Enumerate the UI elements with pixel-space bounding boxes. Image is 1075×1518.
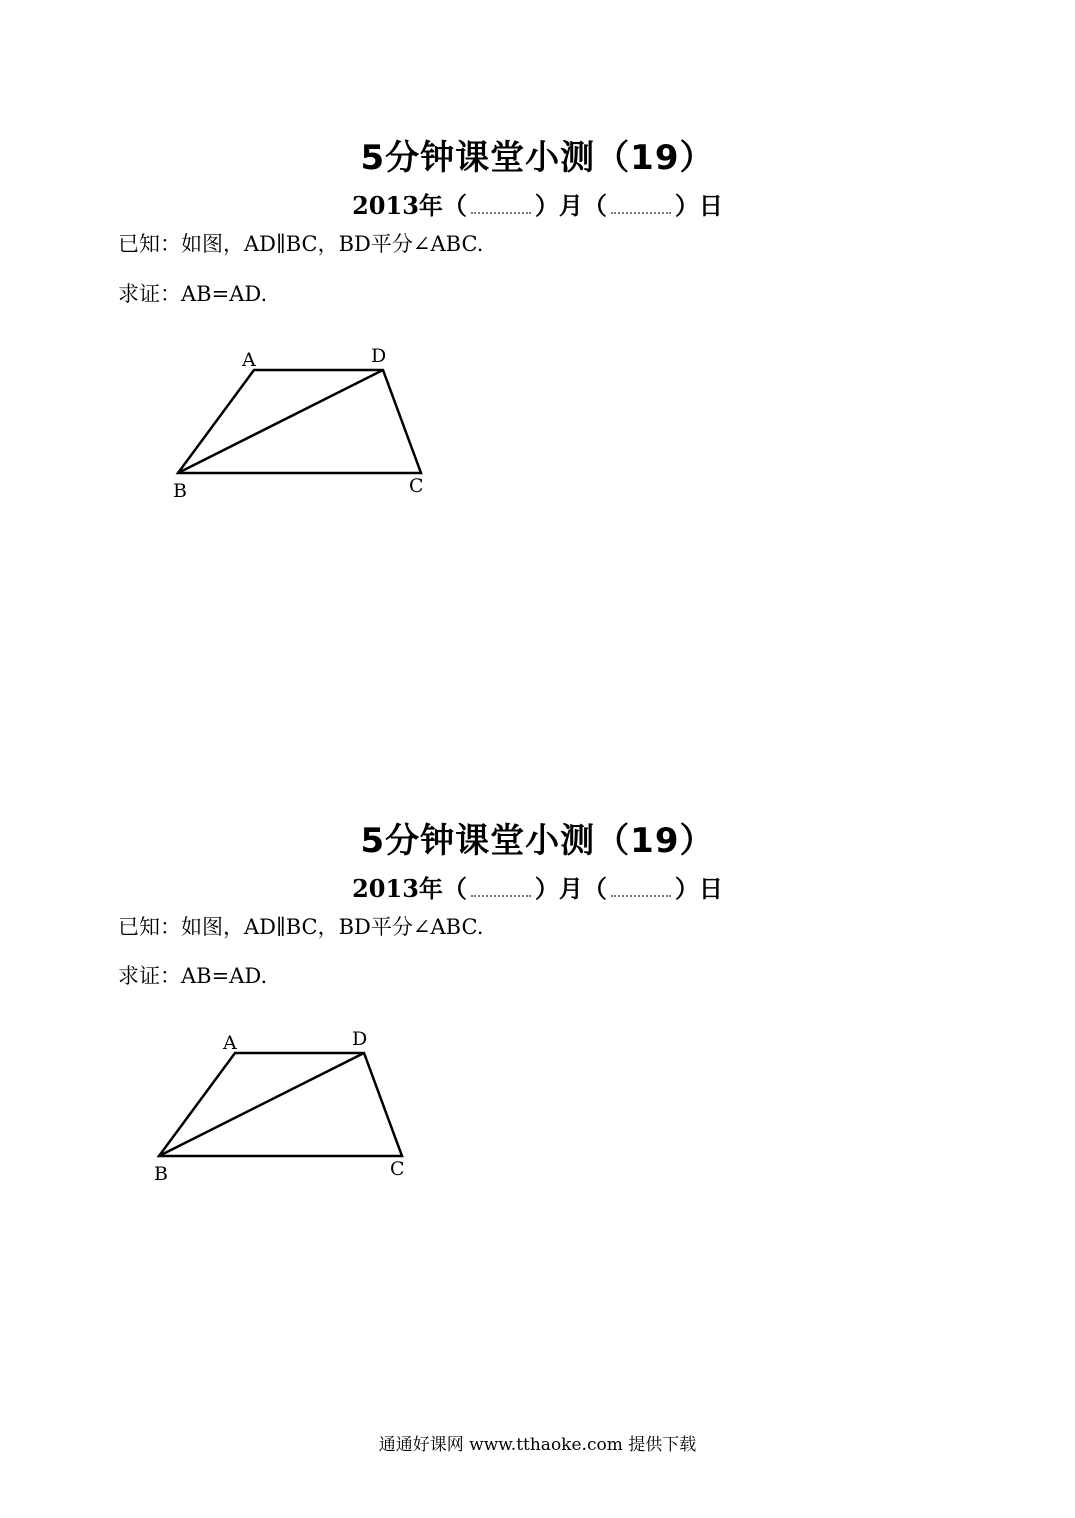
trapezoid-figure [0,340,460,510]
date-line [0,186,1075,221]
date-year: 2013年（ [352,191,467,220]
day-blank [611,202,671,214]
date-day: ）日 [674,874,723,903]
page-footer: 通通好课网 www.tthaoke.com 提供下载 [378,1435,697,1455]
diagonal-bd [159,1053,364,1156]
date-month: ）月（ [534,191,607,220]
label-c: C [390,1158,405,1180]
trapezoid-outline [178,370,421,473]
day-blank [611,885,671,897]
label-a: A [242,349,256,371]
given-statement: 已知：如图，AD∥BC，BD平分∠ABC. [118,915,484,939]
quiz-title: 5分钟课堂小测（19） [360,138,715,178]
month-blank [471,885,531,897]
date-month: ）月（ [534,874,607,903]
label-b: B [173,480,187,502]
diagonal-bd [178,370,383,473]
label-b: B [154,1163,168,1185]
month-blank [471,202,531,214]
prove-statement: 求证：AB=AD. [118,964,268,988]
label-d: D [371,345,387,367]
date-day: ）日 [674,191,723,220]
given-statement: 已知：如图，AD∥BC，BD平分∠ABC. [118,232,484,256]
trapezoid-figure [0,1022,460,1192]
label-d: D [352,1028,368,1050]
label-c: C [409,475,424,497]
prove-statement: 求证：AB=AD. [118,282,268,306]
trapezoid-outline [159,1053,402,1156]
date-line [0,869,1075,904]
label-a: A [223,1032,237,1054]
date-year: 2013年（ [352,874,467,903]
quiz-title: 5分钟课堂小测（19） [360,821,715,861]
